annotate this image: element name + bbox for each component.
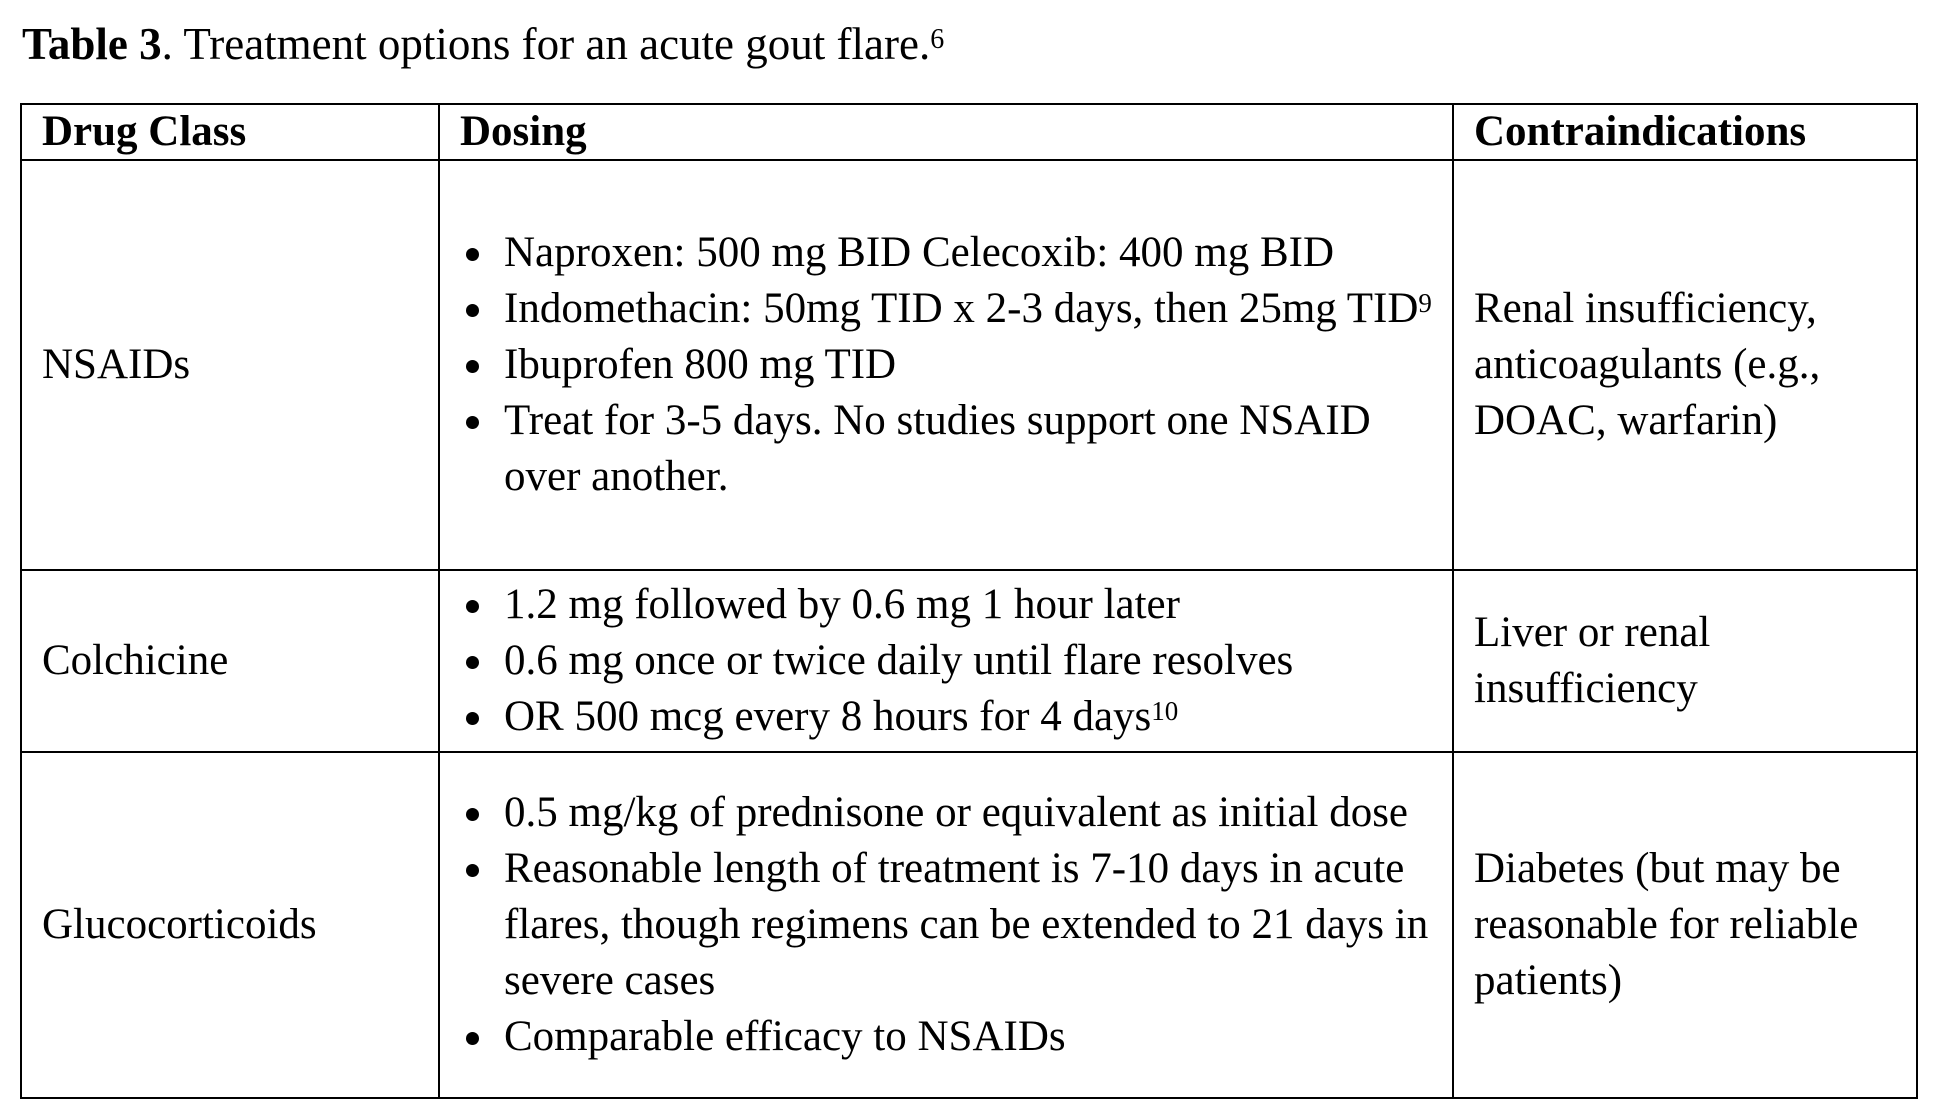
dosing-text: Reasonable length of treatment is 7-10 days in acute flares, though regimens can be extended to 21 days in severe cases [504,845,1429,1004]
dosing-list [460,785,1432,1065]
table-row [21,570,1917,752]
dosing-text: 0.6 mg once or twice daily until flare resolves [504,637,1294,684]
treatment-table [20,103,1918,1099]
dosing-list [460,225,1432,505]
dosing-text: Comparable efficacy to NSAIDs [504,1013,1066,1060]
header-contraindications: Contraindications [1453,104,1917,160]
dosing-list [460,577,1432,745]
dosing-reference: 10 [1151,696,1179,726]
dosing-cell [439,752,1453,1098]
dosing-item [460,633,1432,689]
dosing-item [460,393,1432,505]
table-row [21,752,1917,1098]
dosing-item [460,841,1432,1009]
dosing-text: Indomethacin: 50mg TID x 2-3 days, then 25mg TID [504,285,1419,332]
dosing-cell [439,570,1453,752]
dosing-cell [439,160,1453,570]
header-row [21,104,1917,160]
caption-text: . Treatment options for an acute gout flare. [161,19,931,69]
dosing-text: Naproxen: 500 mg BID Celecoxib: 400 mg BID [504,229,1335,276]
table-row [21,160,1917,570]
dosing-item [460,281,1432,337]
dosing-item [460,577,1432,633]
caption-label: Table 3 [22,19,162,69]
contraindications-cell: Diabetes (but may be reasonable for reliable patients) [1453,752,1917,1098]
drug-class-cell: NSAIDs [21,160,439,570]
contraindications-cell: Liver or renal insufficiency [1453,570,1917,752]
caption-reference: 6 [930,24,945,55]
table-caption [22,14,944,74]
dosing-item [460,689,1432,745]
dosing-reference: 9 [1418,288,1432,318]
contraindications-cell: Renal insufficiency, anticoagulants (e.g., DOAC, warfarin) [1453,160,1917,570]
dosing-text: OR 500 mcg every 8 hours for 4 days [504,693,1152,740]
dosing-item [460,1009,1432,1065]
dosing-item [460,337,1432,393]
drug-class-cell: Colchicine [21,570,439,752]
dosing-text: Treat for 3-5 days. No studies support one NSAID over another. [504,397,1371,500]
drug-class-cell: Glucocorticoids [21,752,439,1098]
dosing-text: 0.5 mg/kg of prednisone or equivalent as initial dose [504,789,1409,836]
dosing-text: Ibuprofen 800 mg TID [504,341,897,388]
dosing-item [460,785,1432,841]
header-drug-class: Drug Class [21,104,439,160]
dosing-item [460,225,1432,281]
header-dosing: Dosing [439,104,1453,160]
dosing-text: 1.2 mg followed by 0.6 mg 1 hour later [504,581,1180,628]
